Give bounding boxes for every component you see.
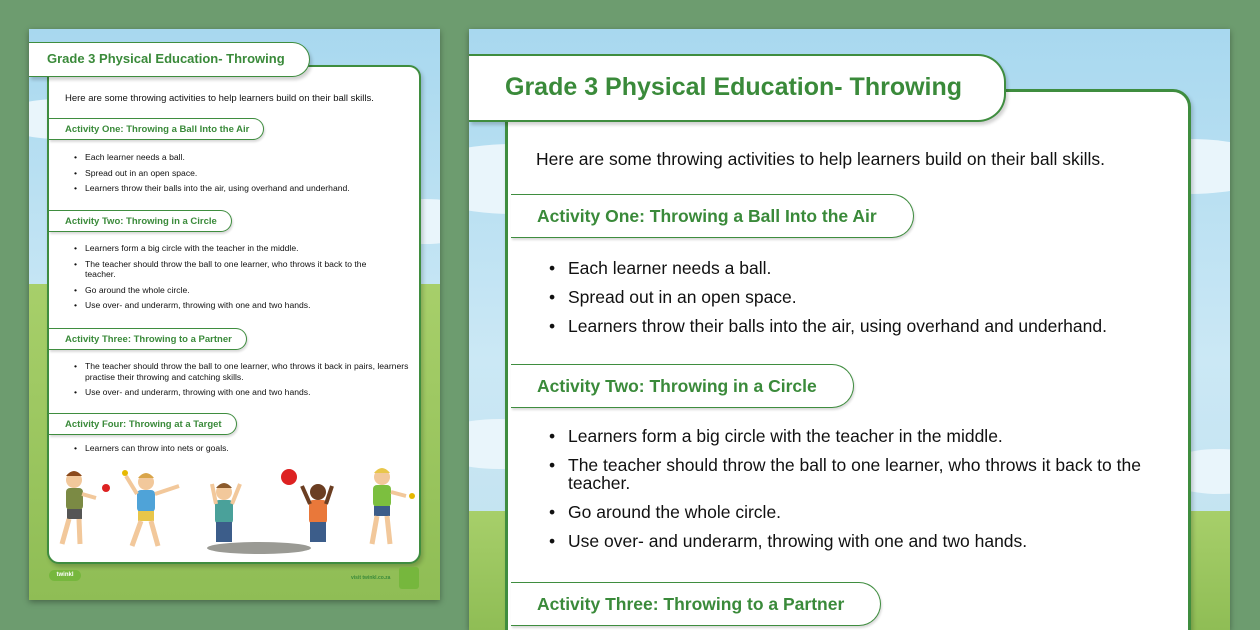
ball-icon	[281, 469, 297, 485]
child-figure	[302, 484, 332, 542]
list-item: • The teacher should throw the ball to one learner, who throws it back to the teacher.	[536, 456, 1156, 492]
intro-text: Here are some throwing activities to help learners build on their ball skills.	[65, 93, 374, 104]
list-item: • Each learner needs a ball.	[536, 259, 1196, 277]
list-item: • Each learner needs a ball.	[67, 152, 407, 163]
footer-url: visit twinkl.co.za	[351, 575, 391, 581]
activity-three-heading: Activity Three: Throwing to a Partner	[511, 582, 881, 626]
children-throwing-illustration	[34, 464, 439, 564]
child-figure	[212, 483, 240, 542]
list-item: • The teacher should throw the ball to one learner, who throws it back in pairs, learners practise their throwing and catching skills.	[67, 361, 412, 382]
activity-four-heading: Activity Four: Throwing at a Target	[49, 413, 237, 435]
badge-logo	[399, 567, 419, 589]
activity-four-list	[67, 443, 397, 459]
page-title: Grade 3 Physical Education- Throwing	[29, 42, 310, 77]
list-item: • Learners form a big circle with the teacher in the middle.	[67, 243, 397, 254]
worksheet-preview[interactable]	[469, 29, 1230, 630]
activity-one-list	[536, 259, 1196, 346]
worksheet-thumbnail[interactable]	[29, 29, 440, 600]
activity-two-heading: Activity Two: Throwing in a Circle	[511, 364, 854, 408]
activity-one-heading: Activity One: Throwing a Ball Into the Air	[511, 194, 914, 238]
list-item: • Learners throw their balls into the air, using overhand and underhand.	[536, 317, 1196, 335]
page-title: Grade 3 Physical Education- Throwing	[469, 54, 1006, 122]
child-figure	[62, 471, 110, 544]
list-item: • Use over- and underarm, throwing with one and two hands.	[67, 387, 412, 398]
activity-one-list	[67, 152, 407, 199]
list-item: • Go around the whole circle.	[67, 285, 397, 296]
list-item: • Spread out in an open space.	[536, 288, 1196, 306]
activity-two-heading: Activity Two: Throwing in a Circle	[49, 210, 232, 232]
child-figure	[122, 470, 179, 546]
activity-three-list	[67, 361, 412, 403]
intro-text: Here are some throwing activities to help learners build on their ball skills.	[536, 149, 1106, 169]
activity-one-heading: Activity One: Throwing a Ball Into the Air	[49, 118, 264, 140]
activity-three-heading: Activity Three: Throwing to a Partner	[49, 328, 247, 350]
child-figure	[372, 468, 415, 544]
list-item: • Learners form a big circle with the teacher in the middle.	[536, 427, 1156, 445]
list-item: • Go around the whole circle.	[536, 503, 1156, 521]
list-item: • Spread out in an open space.	[67, 168, 407, 179]
list-item: • The teacher should throw the ball to one learner, who throws it back to the teacher.	[67, 259, 397, 280]
list-item: • Learners can throw into nets or goals.	[67, 443, 397, 454]
list-item: • Learners throw their balls into the air, using overhand and underhand.	[67, 183, 407, 194]
list-item: • Use over- and underarm, throwing with one and two hands.	[536, 532, 1156, 550]
activity-two-list	[67, 243, 397, 316]
activity-two-list	[536, 427, 1156, 561]
list-item: • Use over- and underarm, throwing with one and two hands.	[67, 300, 397, 311]
twinkl-logo: twinkl	[49, 570, 81, 581]
